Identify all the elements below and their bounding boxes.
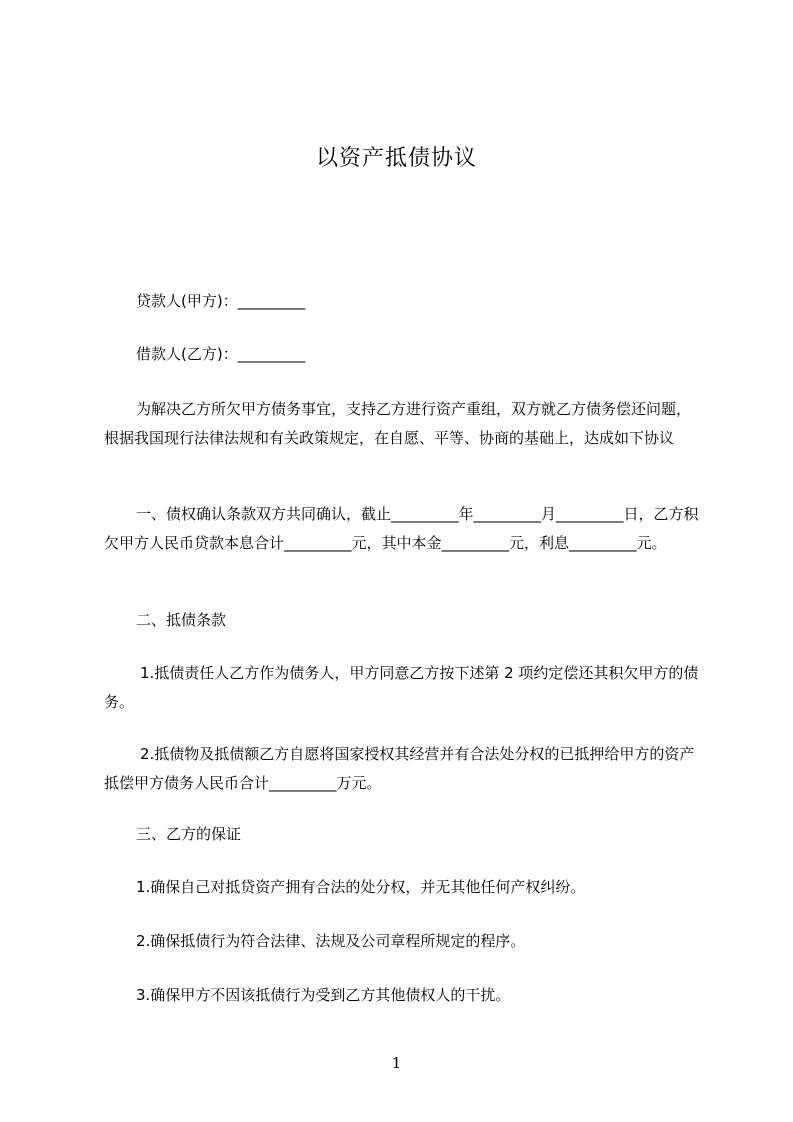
- section-2-heading: 二、抵债条款: [136, 611, 227, 629]
- section-3-item-1: 1.确保自己对抵贷资产拥有合法的处分权，并无其他任何产权纠纷。: [136, 878, 586, 896]
- section-3-item-2: 2.确保抵债行为符合法律、法规及公司章程所规定的程序。: [136, 932, 526, 950]
- page-number: 1: [391, 1054, 402, 1072]
- document-title: 以资产抵债协议: [315, 146, 477, 171]
- preamble-paragraph: 为解决乙方所欠甲方债务事宜，支持乙方进行资产重组，双方就乙方债务偿还问题，根据我国现行法律法规和有关政策规定，在自愿、平等、协商的基础上，达成如下协议: [104, 400, 692, 447]
- section-2-item-1: 1.抵债责任人乙方作为债务人，甲方同意乙方按下述第 2 项约定偿还其积欠甲方的债务。: [104, 664, 699, 711]
- section-1-paragraph: 一、债权确认条款双方共同确认，截止_________年_________月_________日，乙方积欠甲方人民币贷款本息合计_________元，其中本金_________元，利息_________元。: [104, 505, 699, 552]
- lender-line: 贷款人(甲方)：_________: [136, 292, 306, 310]
- section-3-heading: 三、乙方的保证: [136, 825, 242, 843]
- borrower-line: 借款人(乙方)：_________: [136, 345, 306, 363]
- section-2-item-2: 2.抵债物及抵债额乙方自愿将国家授权其经营并有合法处分权的已抵押给甲方的资产抵偿甲方债务人民币合计_________万元。: [104, 745, 695, 792]
- section-3-item-3: 3.确保甲方不因该抵债行为受到乙方其他债权人的干扰。: [136, 986, 511, 1004]
